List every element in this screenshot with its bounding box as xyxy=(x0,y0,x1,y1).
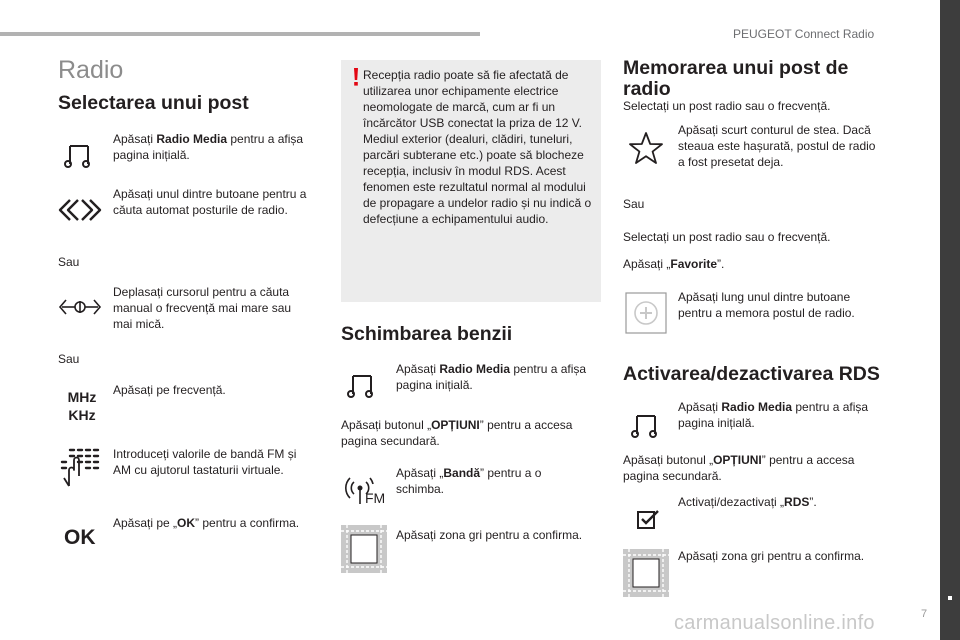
fm-band-icon xyxy=(344,470,388,506)
music-note-icon xyxy=(629,412,663,440)
step-press-frequency: Apăsați pe frecvență. xyxy=(113,383,226,397)
step-virtual-keyboard: Introduceți valorile de bandă FM și AM cu ajutorul tastaturii virtuale. xyxy=(113,447,297,477)
step-confirm-grey: Apăsați zona gri pentru a confirma. xyxy=(396,528,583,542)
plus-icon xyxy=(625,292,667,334)
seek-arrows-icon xyxy=(58,196,102,224)
checkbox-icon xyxy=(636,508,660,530)
step-options: Apăsați butonul „OPȚIUNI” pentru a accesa pagina secundară. xyxy=(341,418,573,448)
star-icon xyxy=(627,130,665,166)
music-note-icon xyxy=(345,372,379,400)
text-select-station: Selectați un post radio sau o frecvență. xyxy=(623,99,831,113)
step-confirm-ok: Apăsați pe „OK” pentru a confirma. xyxy=(113,516,300,530)
step-radio-media: Apăsați Radio Media pentru a afișa pagina inițială. xyxy=(113,132,304,162)
khz-label: KHz xyxy=(68,407,96,423)
step-manual-search: Deplasați cursorul pentru a căuta manual o frecvență mai mare sau mai mică. xyxy=(113,285,292,331)
step-radio-media: Apăsați Radio Media pentru a afișa pagina inițială. xyxy=(678,400,869,430)
step-rds-toggle: Activați/dezactivați „RDS”. xyxy=(678,495,817,509)
page-number: 7 xyxy=(921,608,928,620)
grey-zone-icon xyxy=(623,549,669,597)
heading-change-band: Schimbarea benzii xyxy=(341,323,513,345)
fm-label: FM xyxy=(365,490,386,506)
step-auto-search: Apăsați unul dintre butoane pentru a căuta automat posturile de radio. xyxy=(113,187,307,217)
text-or: Sau xyxy=(623,197,645,211)
ok-icon: OK xyxy=(64,526,96,549)
step-star: Apăsați scurt conturul de stea. Dacă steaua este hașurată, postul de radio a fost presetat deja. xyxy=(678,123,876,169)
step-favorite: Apăsați „Favorite”. xyxy=(623,257,725,271)
text-or: Sau xyxy=(58,255,80,269)
heading-select-station: Selectarea unui post xyxy=(58,92,249,114)
header-rule xyxy=(0,32,480,36)
step-band: Apăsați „Bandă” pentru a o schimba. xyxy=(396,466,542,496)
heading-memorize-station: Memorarea unui post de radio xyxy=(623,57,849,100)
warning-icon xyxy=(353,68,359,91)
keypad-icon xyxy=(60,446,100,490)
section-title: Radio xyxy=(58,56,124,84)
warning-text: Recepția radio poate să fie afectată de utilizarea unor echipamente electrice neomologate de marcă, cum ar fi un încărcător USB conectat la priza de 12 V. Mediul exterior (dealuri, clădiri, tuneluri, parcări subterane etc.) poate să blocheze recepția, inclusiv în modul RDS. Acest fenomen este rezultatul normal al modului de propagare a undelor radio și nu indică o defecțiune a echipamentului audio. xyxy=(363,68,592,226)
step-radio-media: Apăsați Radio Media pentru a afișa pagina inițială. xyxy=(396,362,587,392)
mhz-label: MHz xyxy=(67,389,97,405)
sidebar-strip xyxy=(940,0,960,640)
watermark-text: carmanualsonline.info xyxy=(674,612,875,634)
text-select-station: Selectați un post radio sau o frecvență. xyxy=(623,230,831,244)
sidebar-marker xyxy=(948,596,952,600)
warning-box xyxy=(341,60,601,302)
mhz-khz-icon xyxy=(64,388,100,424)
grey-zone-icon xyxy=(341,525,387,573)
step-confirm-grey: Apăsați zona gri pentru a confirma. xyxy=(678,549,865,563)
step-long-press: Apăsați lung unul dintre butoane pentru a memora postul de radio. xyxy=(678,290,855,320)
music-note-icon xyxy=(62,142,96,170)
text-or: Sau xyxy=(58,352,80,366)
heading-rds: Activarea/dezactivarea RDS xyxy=(623,363,880,385)
slider-icon xyxy=(58,296,102,318)
header-title: PEUGEOT Connect Radio xyxy=(733,27,875,41)
step-options: Apăsați butonul „OPȚIUNI” pentru a accesa pagina secundară. xyxy=(623,453,855,483)
